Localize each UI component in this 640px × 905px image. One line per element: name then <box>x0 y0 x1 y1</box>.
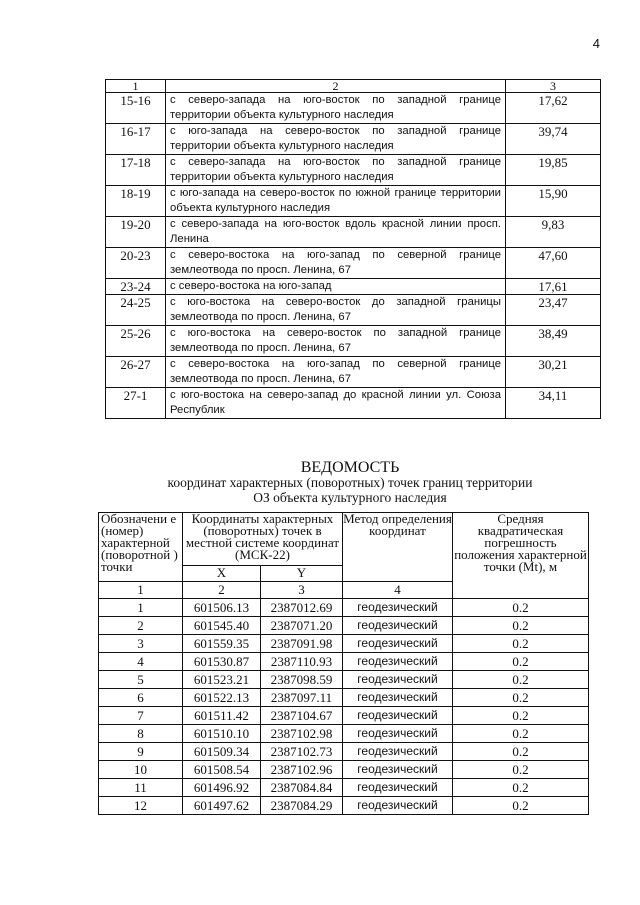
table-row <box>99 653 589 671</box>
column-number-3: 3 <box>506 80 601 93</box>
table-row <box>99 707 589 725</box>
table-row <box>106 388 601 419</box>
error-cell: 0.2 <box>453 779 589 797</box>
header-method: Метод определения координат <box>343 513 453 582</box>
description-cell: с юго-запада на северо-восток по южной границе территории объекта культурного наследия <box>166 186 506 217</box>
point-number-cell: 10 <box>99 761 183 779</box>
description-cell: с северо-востока на юго-запад по северной границе землеотвода по просп. Ленина, 67 <box>166 248 506 279</box>
y-coordinate-cell: 2387104.67 <box>261 707 343 725</box>
header-error: Средняя квадратическая погрешность положения характерной точки (Mt), м <box>453 513 589 599</box>
error-cell: 0.2 <box>453 671 589 689</box>
method-cell: геодезический <box>343 761 453 779</box>
table-row <box>106 326 601 357</box>
x-coordinate-cell: 601545.40 <box>183 617 261 635</box>
table-row <box>99 689 589 707</box>
statement-title-main: ВЕДОМОСТЬ <box>300 459 400 476</box>
error-cell: 0.2 <box>453 689 589 707</box>
x-coordinate-cell: 601510.10 <box>183 725 261 743</box>
coordinates-table <box>98 512 589 815</box>
error-cell: 0.2 <box>453 707 589 725</box>
point-number-cell: 7 <box>99 707 183 725</box>
method-cell: геодезический <box>343 725 453 743</box>
segment-cell: 15-16 <box>106 93 166 124</box>
y-coordinate-cell: 2387102.98 <box>261 725 343 743</box>
segment-cell: 24-25 <box>106 295 166 326</box>
coordinates-header-row <box>99 513 589 566</box>
y-coordinate-cell: 2387091.98 <box>261 635 343 653</box>
length-cell: 38,49 <box>506 326 601 357</box>
y-coordinate-cell: 2387110.93 <box>261 653 343 671</box>
table-row <box>106 124 601 155</box>
header-coordinates: Координаты характерных (поворотных) точек в местной системе координат (МСК-22) <box>183 513 343 566</box>
length-cell: 30,21 <box>506 357 601 388</box>
header-point-number: Обозначени е (номер) характерной (поворотной ) точки <box>99 513 183 582</box>
column-number-1: 1 <box>99 582 183 599</box>
y-coordinate-cell: 2387102.96 <box>261 761 343 779</box>
description-cell: с юго-востока на северо-запад до красной линии ул. Союза Республик <box>166 388 506 419</box>
column-number-4: 4 <box>343 582 453 599</box>
table-row <box>99 599 589 617</box>
method-cell: геодезический <box>343 671 453 689</box>
method-cell: геодезический <box>343 743 453 761</box>
length-cell: 17,62 <box>506 93 601 124</box>
y-coordinate-cell: 2387071.20 <box>261 617 343 635</box>
statement-title-line2: координат характерных (поворотных) точек границ территории <box>167 475 533 490</box>
table-row <box>99 779 589 797</box>
method-cell: геодезический <box>343 599 453 617</box>
y-coordinate-cell: 2387084.29 <box>261 797 343 815</box>
description-cell: с юго-востока на северо-восток до западной границы землеотвода по просп. Ленина, 67 <box>166 295 506 326</box>
statement-title <box>90 460 610 505</box>
page-number: 4 <box>592 36 600 51</box>
table-row <box>106 295 601 326</box>
table-row <box>99 671 589 689</box>
point-number-cell: 5 <box>99 671 183 689</box>
x-coordinate-cell: 601508.54 <box>183 761 261 779</box>
description-cell: с северо-востока на юго-запад по северной границе землеотвода по просп. Ленина, 67 <box>166 357 506 388</box>
point-number-cell: 4 <box>99 653 183 671</box>
x-coordinate-cell: 601497.62 <box>183 797 261 815</box>
table-row <box>106 279 601 295</box>
length-cell: 15,90 <box>506 186 601 217</box>
x-coordinate-cell: 601522.13 <box>183 689 261 707</box>
x-coordinate-cell: 601523.21 <box>183 671 261 689</box>
column-number-2: 2 <box>183 582 261 599</box>
length-cell: 34,11 <box>506 388 601 419</box>
table-row <box>106 217 601 248</box>
description-cell: с северо-запада на юго-восток по западной границе территории объекта культурного наследия <box>166 155 506 186</box>
length-cell: 19,85 <box>506 155 601 186</box>
error-cell: 0.2 <box>453 743 589 761</box>
point-number-cell: 12 <box>99 797 183 815</box>
error-cell: 0.2 <box>453 653 589 671</box>
error-cell: 0.2 <box>453 599 589 617</box>
error-cell: 0.2 <box>453 635 589 653</box>
description-cell: с северо-запада на юго-восток вдоль красной линии просп. Ленина <box>166 217 506 248</box>
segment-cell: 20-23 <box>106 248 166 279</box>
table-row <box>106 248 601 279</box>
method-cell: геодезический <box>343 635 453 653</box>
table-row <box>106 357 601 388</box>
x-coordinate-cell: 601496.92 <box>183 779 261 797</box>
segment-cell: 16-17 <box>106 124 166 155</box>
table-row <box>106 93 601 124</box>
table-row <box>99 725 589 743</box>
description-cell: с юго-востока на северо-восток по западной границе землеотвода по просп. Ленина, 67 <box>166 326 506 357</box>
length-cell: 17,61 <box>506 279 601 295</box>
y-coordinate-cell: 2387084.84 <box>261 779 343 797</box>
point-number-cell: 11 <box>99 779 183 797</box>
length-cell: 23,47 <box>506 295 601 326</box>
column-number-2: 2 <box>166 80 506 93</box>
method-cell: геодезический <box>343 707 453 725</box>
table-row <box>99 743 589 761</box>
segment-cell: 18-19 <box>106 186 166 217</box>
point-number-cell: 3 <box>99 635 183 653</box>
x-coordinate-cell: 601530.87 <box>183 653 261 671</box>
y-coordinate-cell: 2387097.11 <box>261 689 343 707</box>
error-cell: 0.2 <box>453 797 589 815</box>
y-coordinate-cell: 2387098.59 <box>261 671 343 689</box>
description-cell: с северо-запада на юго-восток по западной границе территории объекта культурного наследия <box>166 93 506 124</box>
error-cell: 0.2 <box>453 617 589 635</box>
segment-cell: 27-1 <box>106 388 166 419</box>
length-cell: 47,60 <box>506 248 601 279</box>
table-row <box>106 186 601 217</box>
description-cell: с северо-востока на юго-запад <box>166 279 506 295</box>
point-number-cell: 9 <box>99 743 183 761</box>
method-cell: геодезический <box>343 617 453 635</box>
length-cell: 9,83 <box>506 217 601 248</box>
description-cell: с юго-запада на северо-восток по западной границе территории объекта культурного наследия <box>166 124 506 155</box>
segment-cell: 19-20 <box>106 217 166 248</box>
table-row <box>106 155 601 186</box>
method-cell: геодезический <box>343 779 453 797</box>
boundary-segments-table <box>105 79 601 419</box>
method-cell: геодезический <box>343 797 453 815</box>
x-coordinate-cell: 601509.34 <box>183 743 261 761</box>
point-number-cell: 8 <box>99 725 183 743</box>
segment-cell: 23-24 <box>106 279 166 295</box>
header-y: Y <box>261 565 343 581</box>
length-cell: 39,74 <box>506 124 601 155</box>
table-row <box>99 797 589 815</box>
error-cell: 0.2 <box>453 725 589 743</box>
table-row <box>99 635 589 653</box>
segment-cell: 25-26 <box>106 326 166 357</box>
point-number-cell: 2 <box>99 617 183 635</box>
error-cell: 0.2 <box>453 761 589 779</box>
column-number-3: 3 <box>261 582 343 599</box>
table-header-row <box>106 80 601 93</box>
header-x: X <box>183 565 261 581</box>
method-cell: геодезический <box>343 653 453 671</box>
point-number-cell: 6 <box>99 689 183 707</box>
y-coordinate-cell: 2387012.69 <box>261 599 343 617</box>
segment-cell: 17-18 <box>106 155 166 186</box>
point-number-cell: 1 <box>99 599 183 617</box>
table-row <box>99 761 589 779</box>
statement-title-line3: ОЗ объекта культурного наследия <box>253 490 447 505</box>
x-coordinate-cell: 601506.13 <box>183 599 261 617</box>
x-coordinate-cell: 601559.35 <box>183 635 261 653</box>
segment-cell: 26-27 <box>106 357 166 388</box>
y-coordinate-cell: 2387102.73 <box>261 743 343 761</box>
method-cell: геодезический <box>343 689 453 707</box>
column-number-1: 1 <box>106 80 166 93</box>
x-coordinate-cell: 601511.42 <box>183 707 261 725</box>
table-row <box>99 617 589 635</box>
